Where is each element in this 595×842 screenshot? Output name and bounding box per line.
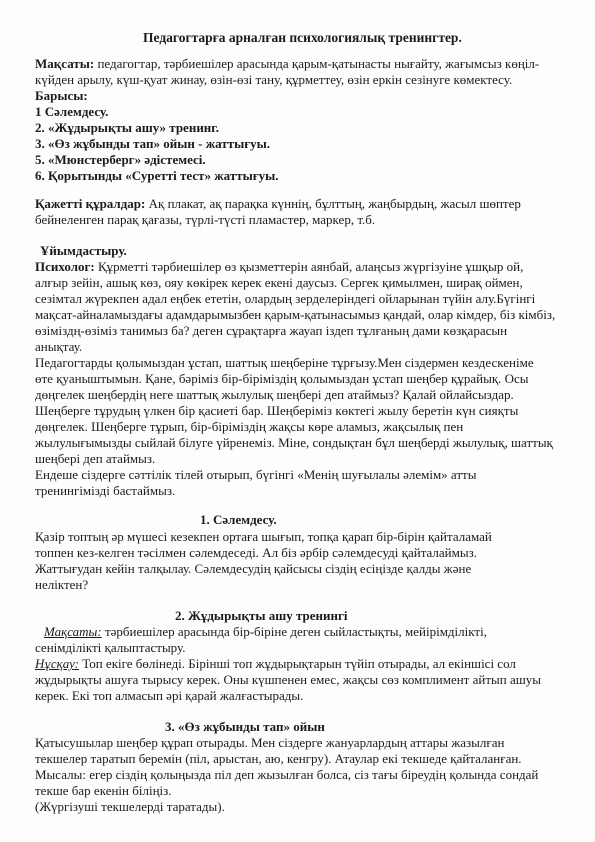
organization-line: мақсат-айналамыздағы адамдарымызбен қарым-қатынасымыз қандай, олар кімдер, біз кімбіз,: [35, 307, 556, 322]
organization-line: Педагогтарды қолымыздан ұстап, шаттық шеңберіне тұрғызу.Мен сіздермен кездескеніме: [35, 355, 534, 370]
document-title: Педагогтарға арналған психологиялық тренингтер.: [143, 30, 462, 45]
section-1-line: Жаттығудан кейін талқылау. Сәлемдесудің қайсысы сіздің есіңізде қалды және: [35, 561, 472, 576]
goal-text: педагогтар, тәрбиешілер арасында қарым-қатынасты нығайту, жағымсыз көңіл-: [94, 56, 540, 71]
course-item: 5. «Мюнстерберг» әдістемесі.: [35, 152, 206, 167]
course-item: 1 Сәлемдесу.: [35, 104, 109, 119]
section-2-goal-line-2: сенімділікті қалыптастыру.: [35, 640, 186, 655]
section-1-line: топпен кез-келген тәсілмен сәлемдеседі. Ал біз әрбір сәлемдесуді қайталаймыз.: [35, 545, 477, 560]
section-3-line: Қатысушылар шеңбер құрап отырады. Мен сіздерге жануарлардың аттары жазылған: [35, 735, 505, 750]
materials-label: Қажетті құралдар:: [35, 196, 146, 211]
section-2-instruction-line-1: [35, 656, 516, 671]
organization-line: Шеңберге тұрудың үлкен бір қасиеті бар. Шеңберіміз көктегі жылу беретін күн сияқты: [35, 403, 519, 418]
organization-line: алғыр зейін, ашық көз, ояу көкірек керек екені даусыз. Сергек қимылмен, ширақ оймен,: [35, 275, 523, 290]
materials-text: Ақ плакат, ақ парақка күннің, бұлттың, жаңбырдың, жасыл шөптер: [145, 196, 521, 211]
section-3-line: Мысалы: егер сіздің қолыңызда піл деп жызылған болса, сіз тағы біреудің қолында сондай: [35, 767, 539, 782]
section-3-line: текшелер таратып беремін (піл, арыстан, аю, кенгру). Атаулар екі текшеде қайталанған.: [35, 751, 522, 766]
course-item: 6. Қорытынды «Суретті тест» жаттығуы.: [35, 168, 279, 183]
section-2-goal-label: Мақсаты:: [44, 624, 102, 639]
section-1-line: Қазір топтың әр мүшесі кезекпен ортаға шығып, топқа қарап бір-бірін қайталамай: [35, 529, 492, 544]
course-item: 2. «Жұдырықты ашу» тренинг.: [35, 120, 219, 135]
course-label: Барысы:: [35, 88, 88, 103]
section-2-instruction-line-3: керек. Екі топ алмасып әрі қарай жалғастырады.: [35, 688, 304, 703]
organization-line: анықтау.: [35, 339, 83, 354]
organization-line: тренингімізді бастаймыз.: [35, 483, 176, 498]
organization-line: шеңбері деп атаймыз.: [35, 451, 156, 466]
course-item: 3. «Өз жұбынды тап» ойын - жаттығуы.: [35, 136, 271, 151]
section-1-line: неліктен?: [35, 577, 89, 592]
organization-line: [35, 259, 523, 274]
organization-text: Құрметті тәрбиешілер өз қызметтерін аянбай, алаңсыз жүргізуіне ұшқыр ой,: [94, 259, 524, 274]
section-2-heading: 2. Жұдырықты ашу тренингі: [175, 608, 348, 623]
organization-line: сезімтал жүрекпен адал еңбек ететін, олардың зерделеріндегі ойларынан түйін алу.Бүгінгі: [35, 291, 536, 306]
organization-heading: Ұйымдастыру.: [40, 243, 127, 258]
materials-line-2: бейнеленген парақ қағазы, түрлі-түсті пламастер, маркер, т.б.: [35, 212, 376, 227]
organization-line: өте қуаныштымын. Қане, бәріміз бір-біріміздің қолымыздан ұстап шеңбер құрайық. Осы: [35, 371, 529, 386]
goal-label: Мақсаты:: [35, 56, 95, 71]
section-3-line: текше бар екенін біліңіз.: [35, 783, 172, 798]
organization-line: Ендеше сіздерге сәттілік тілей отырып, бүгінгі «Менің шуғылалы әлемім» атты: [35, 467, 477, 482]
section-1-heading: 1. Сәлемдесу.: [200, 512, 277, 527]
materials-line-1: [35, 196, 521, 211]
organization-line: өзіміздң-өзіміз танимыз ба? деген сұрақтарға жауап іздеп тұлғаның дами көзқарасын: [35, 323, 508, 338]
organization-line: дөңгелек. Шеңберге тұрып, бір-біріміздің жақсы көре аламыз, жақсылық пен: [35, 419, 464, 434]
section-3-heading: 3. «Өз жұбынды тап» ойын: [165, 719, 325, 734]
section-2-instruction-text: Топ екіге бөлінеді. Бірінші топ жұдырықтарын түйіп отырады, ал екіншісі сол: [79, 656, 516, 671]
section-2-instruction-label: Нұсқау:: [35, 656, 79, 671]
section-3-line: (Жүргізуші текшелерді таратады).: [35, 799, 225, 814]
organization-line: дөңгелек шеңбердің неге шаттық жылулық шеңбері деп атаймыз? Қалай ойлайсыздар.: [35, 387, 514, 402]
section-2-goal-text: тәрбиешілер арасында бір-біріне деген сыйластықты, мейірімділікті,: [101, 624, 487, 639]
section-2-instruction-line-2: жұдырықты ашуға тырысу керек. Оны күшпенен емес, жақсы сөз комплимент айтып ашуы: [35, 672, 541, 687]
goal-paragraph-line-2: күйден арылу, күш-қуат жинау, өзін-өзі тану, құрметтеу, өзін еркін сезінуге көмектесу.: [35, 72, 513, 87]
organization-line: жылулығымызды сыйлай білуге үйренеміз. Міне, сондықтан бұл шеңберді жылулық, шаттық: [35, 435, 553, 450]
goal-paragraph-line-1: [35, 56, 539, 71]
psychologist-label: Психолог:: [35, 259, 95, 274]
section-2-goal-line-1: [35, 624, 487, 639]
